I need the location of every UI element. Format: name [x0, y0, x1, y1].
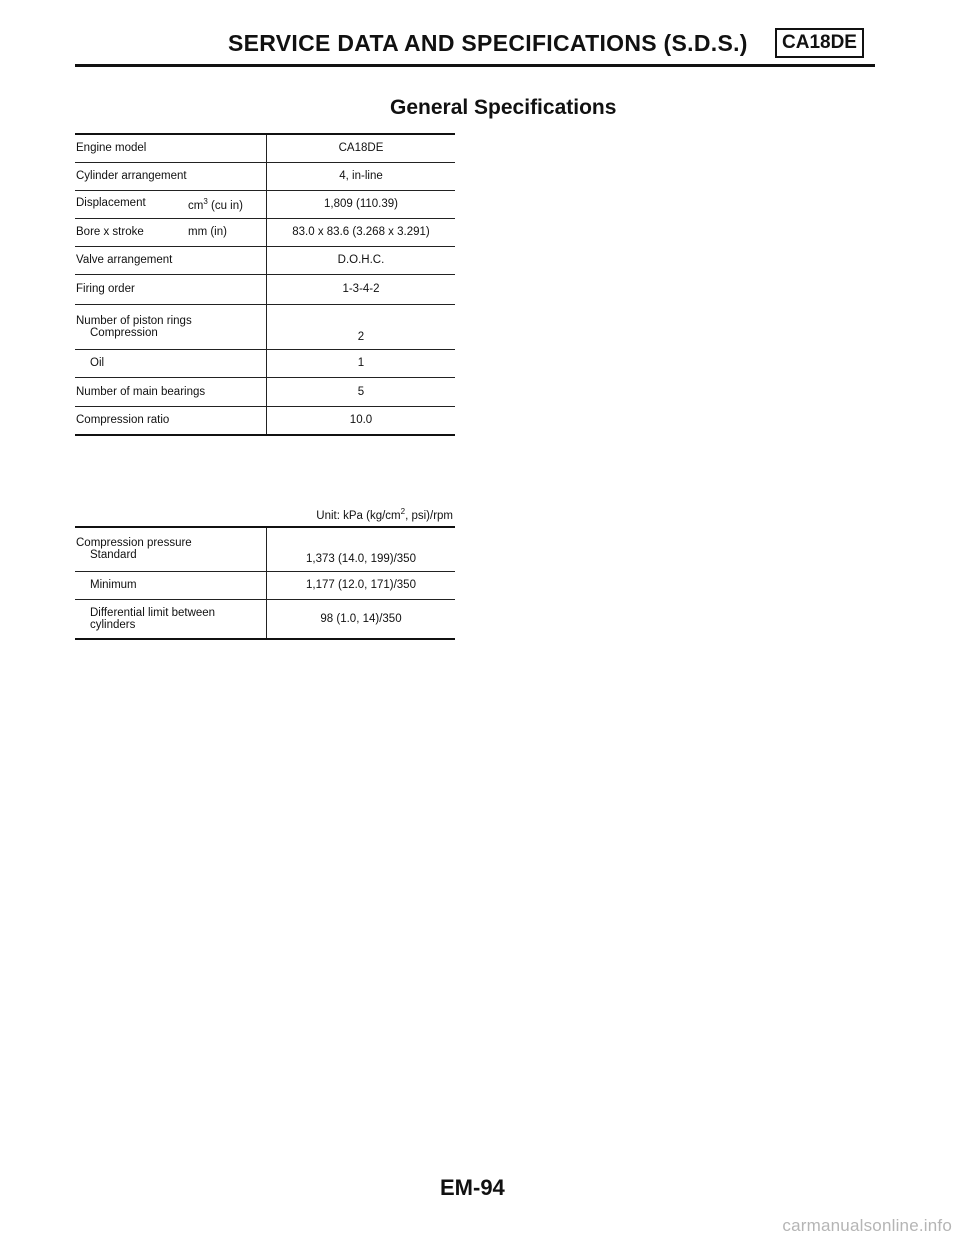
minimum-value: 1,177 (12.0, 171)/350 — [267, 571, 456, 599]
table-row — [75, 349, 455, 377]
engine-model-label: Engine model — [75, 134, 267, 162]
pressure-unit-suffix: , psi)/rpm — [405, 509, 453, 522]
displacement-label-cell — [75, 190, 267, 218]
table-row — [75, 304, 455, 349]
table-row — [75, 190, 455, 218]
main-bearings-value: 5 — [267, 377, 456, 406]
watermark: carmanualsonline.info — [782, 1216, 952, 1235]
minimum-label: Minimum — [90, 579, 137, 591]
cylinder-arrangement-value: 4, in-line — [267, 162, 456, 190]
table-row — [75, 599, 455, 639]
firing-order-value: 1-3-4-2 — [267, 274, 456, 304]
standard-value: 1,373 (14.0, 199)/350 — [267, 527, 456, 571]
compression-pressure-table — [75, 526, 455, 640]
compression-pressure-label: Compression pressure — [76, 537, 192, 550]
compression-rings-value: 2 — [267, 304, 456, 349]
table-row — [75, 377, 455, 406]
firing-order-label: Firing order — [75, 274, 267, 304]
page-header-title: SERVICE DATA AND SPECIFICATIONS (S.D.S.) — [228, 30, 748, 56]
pressure-unit-prefix: Unit: kPa (kg/cm — [316, 509, 401, 522]
bore-stroke-label: Bore x stroke — [76, 226, 144, 238]
bore-stroke-value: 83.0 x 83.6 (3.268 x 3.291) — [267, 218, 456, 246]
engine-model-value: CA18DE — [267, 134, 456, 162]
displacement-value: 1,809 (110.39) — [267, 190, 456, 218]
table-row — [75, 274, 455, 304]
oil-ring-label-cell — [75, 349, 267, 377]
bore-stroke-label-cell — [75, 218, 267, 246]
compression-ratio-label: Compression ratio — [75, 406, 267, 435]
cylinder-arrangement-label: Cylinder arrangement — [75, 162, 267, 190]
differential-value: 98 (1.0, 14)/350 — [267, 599, 456, 639]
table-row — [75, 571, 455, 599]
pressure-unit-note — [260, 507, 453, 522]
compression-rings-label: Compression — [90, 326, 158, 339]
standard-label: Standard — [90, 549, 137, 562]
displacement-unit-suffix: (cu in) — [211, 199, 243, 212]
general-specifications-table — [75, 133, 455, 436]
bore-stroke-unit: mm (in) — [188, 226, 227, 238]
section-title: General Specifications — [390, 96, 617, 119]
table-row — [75, 134, 455, 162]
displacement-unit — [188, 197, 262, 212]
page-number: EM-94 — [440, 1175, 505, 1200]
compression-ratio-value: 10.0 — [267, 406, 456, 435]
valve-arrangement-label: Valve arrangement — [75, 246, 267, 274]
piston-rings-label-cell — [75, 304, 267, 349]
table-row — [75, 406, 455, 435]
valve-arrangement-value: D.O.H.C. — [267, 246, 456, 274]
table-row — [75, 246, 455, 274]
pressure-unit-exponent: 2 — [400, 507, 406, 516]
table-row — [75, 218, 455, 246]
header-divider — [75, 64, 875, 67]
oil-ring-label: Oil — [90, 357, 105, 369]
engine-model-badge: CA18DE — [775, 28, 864, 58]
minimum-label-cell — [75, 571, 267, 599]
displacement-unit-exponent: 3 — [203, 196, 208, 206]
differential-label-line2: cylinders — [90, 618, 136, 631]
differential-label-cell — [75, 599, 267, 639]
oil-ring-value: 1 — [267, 349, 456, 377]
piston-rings-label: Number of piston rings — [76, 314, 192, 327]
main-bearings-label: Number of main bearings — [75, 377, 267, 406]
table-row — [75, 162, 455, 190]
differential-label-line1: Differential limit between — [90, 606, 216, 619]
table-row — [75, 527, 455, 571]
pressure-standard-label-cell — [75, 527, 267, 571]
displacement-unit-prefix: cm — [188, 199, 204, 212]
displacement-label: Displacement — [76, 196, 146, 209]
